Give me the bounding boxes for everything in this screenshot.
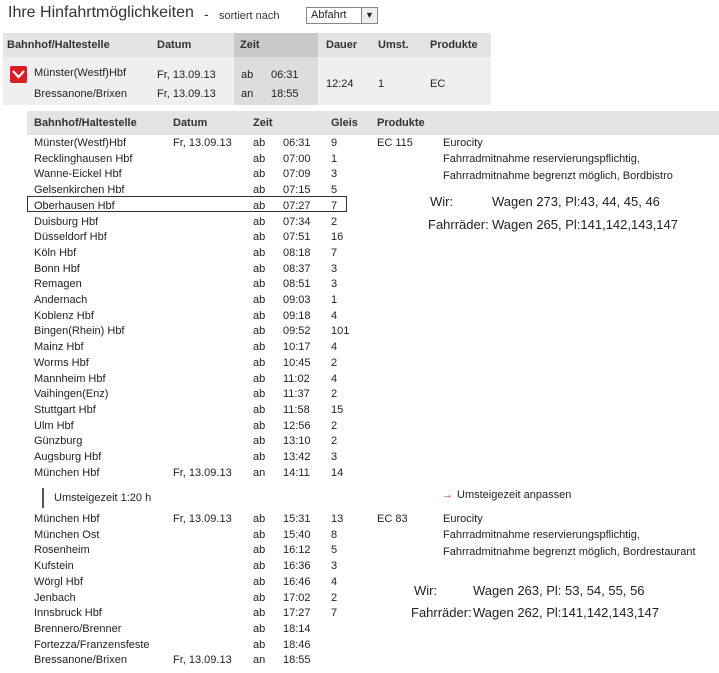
summary-arr-label: an (241, 88, 254, 100)
stop-direction: ab (253, 403, 266, 416)
stop-time: 18:14 (283, 622, 311, 635)
stop-track: 2 (331, 388, 338, 401)
leg2-product-line: Eurocity (443, 513, 483, 525)
stop-track: 4 (331, 372, 338, 385)
stop-station[interactable]: Wörgl Hbf (34, 575, 83, 588)
detail-col-station: Bahnhof/Haltestelle (34, 117, 137, 129)
stop-track: 7 (331, 607, 338, 620)
stop-time: 08:37 (283, 262, 311, 275)
stop-time: 15:40 (283, 528, 311, 541)
leg2-train[interactable]: EC 83 (377, 513, 408, 525)
stop-direction: ab (253, 575, 266, 588)
stop-direction: ab (253, 184, 266, 197)
chevron-down-icon[interactable]: ▼ (361, 8, 377, 23)
summary-arr-time: 18:55 (271, 88, 299, 100)
stop-track: 7 (331, 199, 338, 212)
stop-direction: ab (253, 372, 266, 385)
stop-direction: ab (253, 294, 266, 306)
stop-track: 4 (331, 341, 338, 354)
summary-header (3, 33, 491, 57)
leg2-note-wir-label: Wir: (414, 583, 438, 598)
stop-station[interactable]: Günzburg (34, 435, 83, 448)
leg2-product-line: Fahrradmitnahme reservierungspflichtig, (443, 529, 640, 541)
stop-time: 08:18 (283, 246, 311, 259)
stop-track: 15 (331, 403, 344, 416)
stop-station[interactable]: Gelsenkirchen Hbf (34, 184, 125, 197)
stop-track: 2 (331, 356, 338, 369)
leg1-product-line: Fahrradmitnahme begrenzt möglich, Bordbistro (443, 170, 673, 182)
stop-time: 09:03 (283, 294, 311, 306)
col-duration[interactable]: Dauer (326, 39, 358, 51)
stop-time: 07:51 (283, 231, 311, 244)
stop-track: 16 (331, 231, 344, 244)
leg1-note-rad-label: Fahrräder: (428, 217, 489, 232)
detail-header (27, 111, 719, 135)
title-separator: - (204, 6, 209, 22)
stop-direction: ab (253, 638, 266, 651)
leg1-product-line: Fahrradmitnahme reservierungspflichtig, (443, 153, 640, 165)
adjust-transfer-link[interactable]: Umsteigezeit anpassen (457, 489, 572, 501)
stop-direction: ab (253, 341, 266, 354)
stop-direction: ab (253, 137, 266, 149)
arrow-right-icon: → (442, 489, 453, 501)
sort-select[interactable] (306, 7, 378, 24)
stop-direction: ab (253, 356, 266, 369)
leg2-note-rad-label: Fahrräder: (411, 605, 472, 620)
stop-station[interactable]: Mainz Hbf (34, 341, 84, 354)
leg2-note-wir: Wagen 263, Pl: 53, 54, 55, 56 (473, 583, 645, 598)
stop-station[interactable]: Wanne-Eickel Hbf (34, 168, 122, 181)
page-title: Ihre Hinfahrtmöglichkeiten (8, 4, 194, 21)
stop-station[interactable]: München Ost (34, 528, 100, 541)
stop-time: 18:46 (283, 638, 311, 651)
stop-direction: ab (253, 309, 266, 322)
col-station[interactable]: Bahnhof/Haltestelle (7, 39, 110, 51)
stop-track: 3 (331, 278, 338, 291)
stop-direction: ab (253, 388, 266, 401)
stop-station[interactable]: Andernach (34, 294, 88, 306)
stop-station[interactable]: Koblenz Hbf (34, 309, 94, 322)
stop-time: 09:18 (283, 309, 311, 322)
stop-track: 1 (331, 294, 338, 306)
stop-track: 8 (331, 528, 338, 541)
stop-date: Fr, 13.09.13 (173, 137, 232, 149)
detail-col-time: Zeit (253, 117, 273, 129)
stop-station[interactable]: Münster(Westf)Hbf (34, 137, 127, 149)
stop-time: 14:11 (283, 466, 310, 479)
transfer-time: Umsteigezeit 1:20 h (54, 492, 152, 504)
stop-time: 06:31 (283, 137, 311, 149)
col-date[interactable]: Datum (157, 39, 192, 51)
stop-direction: ab (253, 168, 266, 181)
collapse-chevron-icon[interactable] (10, 66, 27, 83)
stop-station[interactable]: Oberhausen Hbf (34, 199, 115, 212)
leg2-product-line: Fahrradmitnahme begrenzt möglich, Bordrestaurant (443, 546, 696, 558)
stop-track: 4 (331, 309, 338, 322)
stop-track: 101 (331, 325, 350, 338)
transfer-bar (42, 488, 44, 508)
stop-time: 16:46 (283, 575, 311, 588)
leg1-train[interactable]: EC 115 (377, 137, 413, 149)
stop-track: 4 (331, 575, 338, 588)
stop-time: 11:58 (283, 403, 310, 416)
leg2-note-rad: Wagen 262, Pl:141,142,143,147 (473, 605, 659, 620)
stop-track: 3 (331, 168, 338, 181)
stop-time: 12:56 (283, 419, 311, 432)
stop-direction: ab (253, 199, 266, 212)
stop-station[interactable]: Duisburg Hbf (34, 215, 99, 228)
stop-track: 2 (331, 435, 338, 448)
stop-track: 2 (331, 591, 338, 604)
col-products[interactable]: Produkte (430, 39, 478, 51)
stop-track: 5 (331, 544, 338, 557)
stop-station[interactable]: Bonn Hbf (34, 262, 80, 275)
stop-station[interactable]: München Hbf (34, 466, 100, 479)
stop-date: Fr, 13.09.13 (173, 654, 232, 667)
stop-time: 07:15 (283, 184, 311, 197)
stop-direction: an (253, 466, 266, 479)
detail-col-date: Datum (173, 117, 208, 129)
stop-time: 07:00 (283, 152, 311, 165)
stop-direction: ab (253, 513, 266, 525)
stop-station[interactable]: Remagen (34, 278, 82, 291)
stop-track: 1 (331, 152, 338, 165)
stop-direction: ab (253, 591, 266, 604)
stop-time: 07:34 (283, 215, 311, 228)
stop-station[interactable]: Ulm Hbf (34, 419, 74, 432)
stop-time: 17:27 (283, 607, 311, 620)
stop-station[interactable]: Mannheim Hbf (34, 372, 106, 385)
stop-time: 13:10 (283, 435, 311, 448)
stop-station[interactable]: Brennero/Brenner (34, 622, 122, 635)
summary-to: Bressanone/Brixen (34, 88, 127, 100)
stop-track: 13 (331, 513, 344, 525)
stop-station[interactable]: Rosenheim (34, 544, 90, 557)
stop-time: 10:45 (283, 356, 311, 369)
stop-direction: ab (253, 246, 266, 259)
stop-station[interactable]: Stuttgart Hbf (34, 403, 96, 416)
stop-time: 08:51 (283, 278, 311, 291)
stop-date: Fr, 13.09.13 (173, 466, 232, 479)
stop-station[interactable]: Köln Hbf (34, 246, 77, 259)
stop-station[interactable]: Bingen(Rhein) Hbf (34, 325, 125, 338)
summary-duration: 12:24 (326, 78, 354, 90)
stop-direction: ab (253, 419, 266, 432)
stop-time: 13:42 (283, 451, 311, 463)
sort-label: sortiert nach (219, 10, 280, 22)
summary-date-from: Fr, 13.09.13 (157, 69, 216, 81)
col-changes[interactable]: Umst. (378, 39, 409, 51)
stop-station[interactable]: Worms Hbf (34, 356, 89, 369)
stop-direction: ab (253, 231, 266, 244)
leg1-product-line: Eurocity (443, 137, 483, 149)
stop-time: 11:37 (283, 388, 310, 401)
stop-direction: an (253, 654, 266, 667)
stop-time: 07:09 (283, 168, 311, 181)
stop-station[interactable]: Vaihingen(Enz) (34, 388, 109, 401)
stop-time: 16:12 (283, 544, 311, 557)
summary-changes: 1 (378, 78, 385, 90)
stop-time: 15:31 (283, 513, 311, 525)
stop-station[interactable]: Recklinghausen Hbf (34, 152, 133, 165)
summary-date-to: Fr, 13.09.13 (157, 88, 216, 100)
stop-station[interactable]: Innsbruck Hbf (34, 607, 102, 620)
stop-direction: ab (253, 560, 266, 573)
summary-dep-label: ab (241, 69, 254, 81)
stop-direction: ab (253, 451, 266, 463)
stop-direction: ab (253, 607, 266, 620)
stop-time: 16:36 (283, 560, 311, 573)
stop-time: 10:17 (283, 341, 311, 354)
stop-time: 09:52 (283, 325, 311, 338)
stop-time: 18:55 (283, 654, 311, 667)
stop-direction: ab (253, 278, 266, 291)
stop-track: 3 (331, 451, 338, 463)
leg1-note-rad: Wagen 265, Pl:141,142,143,147 (492, 217, 678, 232)
stop-track: 5 (331, 184, 338, 197)
stop-time: 11:02 (283, 372, 310, 385)
stop-track: 14 (331, 466, 344, 479)
stop-station[interactable]: Bressanone/Brixen (34, 654, 127, 667)
stop-track: 9 (331, 137, 338, 149)
stop-track: 2 (331, 419, 338, 432)
leg1-note-wir: Wagen 273, Pl:43, 44, 45, 46 (492, 194, 660, 209)
stop-station[interactable]: Fortezza/Franzensfeste (34, 638, 150, 651)
stop-direction: ab (253, 544, 266, 557)
stop-station[interactable]: Jenbach (34, 591, 76, 604)
stop-time: 07:27 (283, 199, 311, 212)
summary-products: EC (430, 78, 446, 90)
summary-from: Münster(Westf)Hbf (34, 67, 127, 79)
stop-direction: ab (253, 622, 266, 635)
stop-direction: ab (253, 152, 266, 165)
stop-direction: ab (253, 435, 266, 448)
stop-station[interactable]: Kufstein (34, 560, 74, 573)
stop-station[interactable]: Düsseldorf Hbf (34, 231, 107, 244)
stop-track: 7 (331, 246, 338, 259)
detail-col-track: Gleis (331, 117, 358, 129)
stop-date: Fr, 13.09.13 (173, 513, 232, 525)
stop-time: 17:02 (283, 591, 311, 604)
summary-dep-time: 06:31 (271, 69, 299, 81)
stop-station[interactable]: Augsburg Hbf (34, 451, 102, 463)
stop-station[interactable]: München Hbf (34, 513, 100, 525)
stop-track: 3 (331, 560, 338, 573)
detail-col-products: Produkte (377, 117, 425, 129)
col-time[interactable]: Zeit (240, 39, 260, 51)
stop-direction: ab (253, 215, 266, 228)
connection-summary-row[interactable] (3, 57, 491, 105)
stop-track: 2 (331, 215, 338, 228)
stop-direction: ab (253, 528, 266, 541)
sort-select-value: Abfahrt (311, 9, 347, 21)
stop-direction: ab (253, 325, 266, 338)
stop-track: 3 (331, 262, 338, 275)
stop-direction: ab (253, 262, 266, 275)
leg1-note-wir-label: Wir: (430, 194, 454, 209)
